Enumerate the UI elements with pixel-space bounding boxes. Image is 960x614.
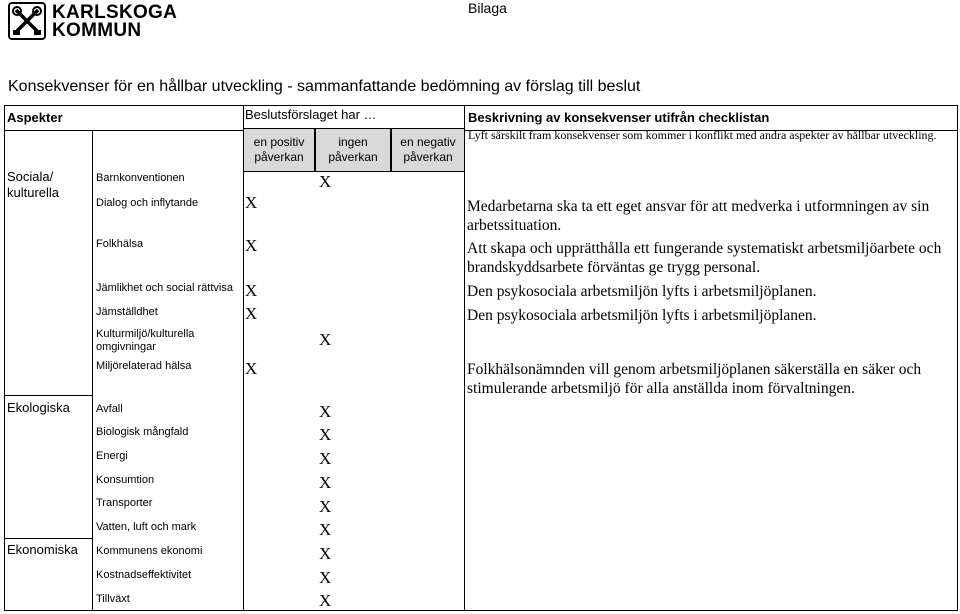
- row-label-transporter: Transporter: [96, 497, 153, 509]
- table-line: [5, 538, 92, 539]
- mark-ingen: X: [319, 591, 332, 610]
- mark-positiv: X: [245, 359, 258, 378]
- mark-ingen: X: [319, 172, 332, 191]
- mark-ingen: X: [319, 520, 332, 539]
- row-label-kulturmiljo: Kulturmiljö/kulturella omgivningar: [96, 328, 195, 353]
- row-label-avfall: Avfall: [96, 403, 123, 415]
- column-ingen: ingen påverkan: [315, 128, 391, 172]
- row-label-energi: Energi: [96, 450, 128, 462]
- logo-text-line1: KARLSKOGA: [52, 2, 178, 23]
- mark-ingen: X: [319, 425, 332, 444]
- row-desc-miljorelaterad: Folkhälsonämnden vill genom arbetsmiljöplanen säkerställa en säker och stimulerande arbetsmiljö för alla anställda inom förvaltningen.: [467, 361, 922, 397]
- table-line: [5, 395, 92, 396]
- row-label-barnkonventionen: Barnkonventionen: [96, 172, 185, 184]
- row-label-biologisk: Biologisk mångfald: [96, 426, 189, 438]
- mark-positiv: X: [245, 281, 258, 300]
- beslut-header: Beslutsförslaget har …: [245, 107, 377, 122]
- row-label-tillvaxt: Tillväxt: [96, 593, 130, 605]
- table-line: [92, 130, 93, 610]
- group-sociala: Sociala/ kulturella: [7, 169, 60, 200]
- mark-ingen: X: [319, 449, 332, 468]
- mark-ingen: X: [319, 473, 332, 492]
- bilaga-label: Bilaga: [468, 0, 507, 16]
- row-label-kostnadseffektivitet: Kostnadseffektivitet: [96, 569, 192, 581]
- mark-ingen: X: [319, 568, 332, 587]
- mark-ingen: X: [319, 497, 332, 516]
- mark-positiv: X: [245, 236, 258, 255]
- mark-ingen: X: [319, 544, 332, 563]
- beskrivning-subheader: Lyft särskilt fram konsekvenser som kommer i konflikt med andra aspekter av hållbar utveckling.: [468, 128, 937, 142]
- document-title: Konsekvenser för en hållbar utveckling - sammanfattande bedömning av förslag till beslut: [8, 78, 641, 95]
- row-label-konsumtion: Konsumtion: [96, 474, 155, 486]
- row-label-jamstalldhet: Jämställdhet: [96, 306, 158, 318]
- row-label-miljorelaterad: Miljörelaterad hälsa: [96, 360, 192, 372]
- row-label-folkhalsa: Folkhälsa: [96, 238, 144, 250]
- row-desc-dialog: Medarbetarna ska ta ett eget ansvar för att medverka i utformningen av sin arbetssituation.: [467, 198, 930, 234]
- logo-text: [52, 4, 177, 40]
- aspekter-header: Aspekter: [7, 110, 63, 125]
- row-label-dialog: Dialog och inflytande: [96, 197, 199, 209]
- mark-positiv: X: [245, 304, 258, 323]
- group-ekologiska: Ekologiska: [7, 400, 70, 415]
- row-desc-jamstalldhet: Den psykosociala arbetsmiljön lyfts i arbetsmiljöplanen.: [467, 307, 817, 324]
- beskrivning-header: Beskrivning av konsekvenser utifrån checklistan: [468, 110, 770, 125]
- group-ekonomiska: Ekonomiska: [7, 542, 78, 557]
- row-desc-folkhalsa: Att skapa och upprätthålla ett fungerande systematiskt arbetsmiljöarbete och brandskyddsarbete förväntas ge trygg personal.: [467, 240, 942, 276]
- table-line: [243, 106, 244, 610]
- row-label-jamlikhet: Jämlikhet och social rättvisa: [96, 282, 233, 294]
- column-negativ: en negativ påverkan: [391, 128, 465, 172]
- table-line: [5, 130, 243, 131]
- mark-positiv: X: [245, 193, 258, 212]
- row-label-vatten: Vatten, luft och mark: [96, 521, 197, 533]
- karlskoga-logo-icon: [8, 2, 46, 40]
- row-label-kommunens-ekonomi: Kommunens ekonomi: [96, 545, 203, 557]
- row-desc-jamlikhet: Den psykosociala arbetsmiljön lyfts i arbetsmiljöplanen.: [467, 283, 817, 300]
- mark-ingen: X: [319, 330, 332, 349]
- logo-text-line2: KOMMUN: [52, 20, 142, 41]
- column-positiv: en positiv påverkan: [243, 128, 315, 172]
- table-line: [464, 106, 465, 610]
- mark-ingen: X: [319, 402, 332, 421]
